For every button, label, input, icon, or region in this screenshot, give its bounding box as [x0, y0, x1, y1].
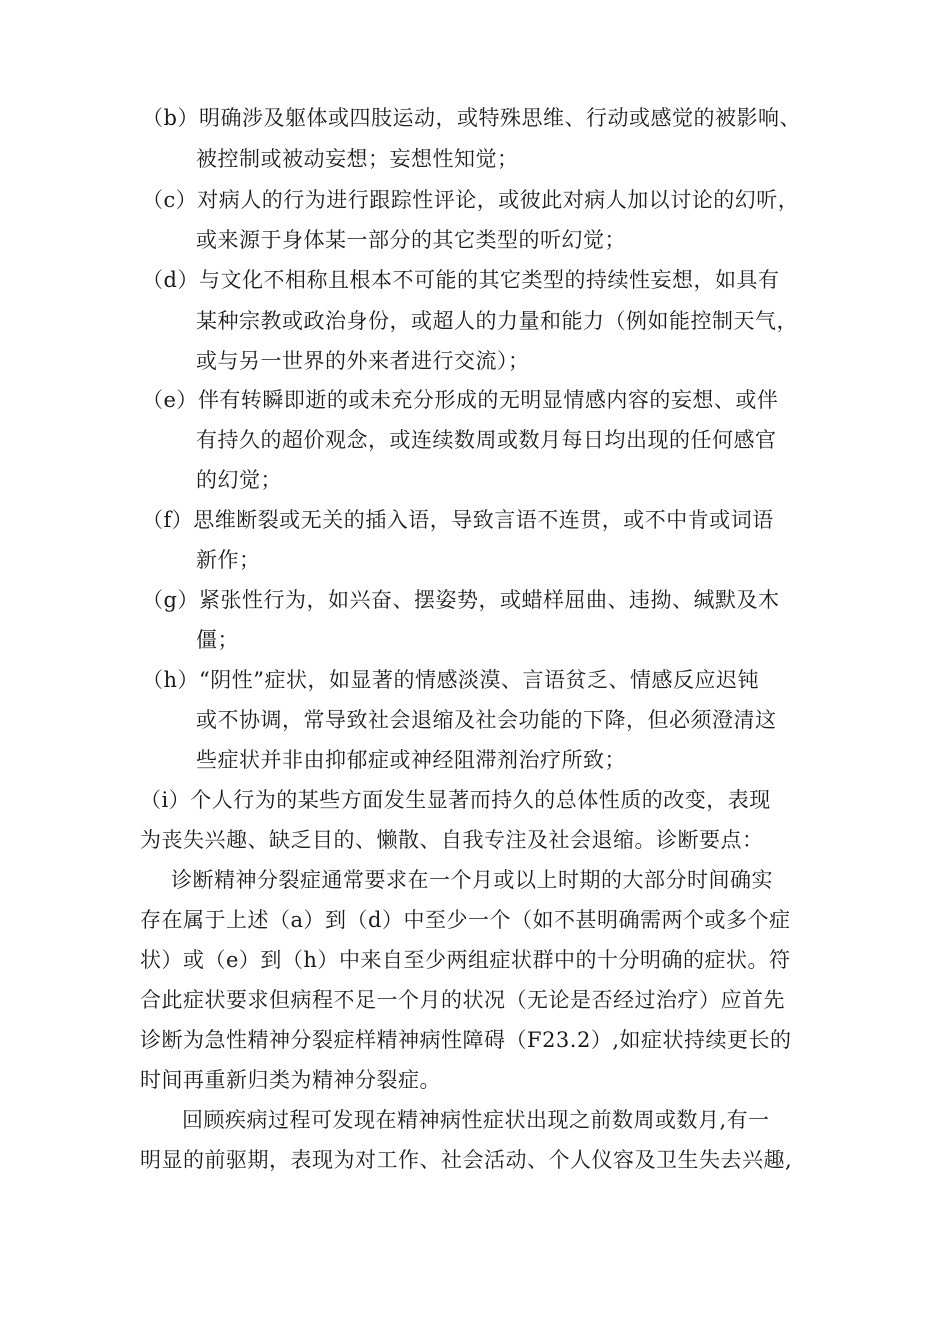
item-g-line-1 [142, 580, 779, 620]
item-b-line-2: 被控制或被动妄想；妄想性知觉； [196, 147, 519, 171]
item-e-line-2: 有持久的超价观念，或连续数周或数月每日均出现的任何感官 [196, 428, 777, 452]
item-c-line-2: 或来源于身体某一部分的其它类型的听幻觉； [196, 228, 626, 252]
item-text: “阴性”症状，如显著的情感淡漠、言语贫乏、情感反应迟钝 [199, 668, 760, 692]
item-text: 个人行为的某些方面发生显著而持久的总体性质的改变，表现 [190, 788, 771, 812]
item-d-line-1 [142, 260, 779, 300]
item-d-line-2: 某种宗教或政治身份，或超人的力量和能力（例如能控制天气， [196, 309, 798, 333]
item-h-line-3: 些症状并非由抑郁症或神经阻滞剂治疗所致； [196, 748, 626, 772]
item-g-line-2: 僵； [196, 628, 239, 652]
paragraph-1-line-3: 状）或（e）到（h）中来自至少两组症状群中的十分明确的症状。符 [140, 948, 791, 972]
item-e-line-3: 的幻觉； [196, 468, 282, 492]
paragraph-2-line-2: 明显的前驱期，表现为对工作、社会活动、个人仪容及卫生失去兴趣, [140, 1148, 793, 1172]
item-f-line-2: 新作； [196, 548, 261, 572]
item-h-line-1 [142, 660, 759, 700]
item-marker: （h） [142, 668, 200, 692]
item-text: 明确涉及躯体或四肢运动，或特殊思维、行动或感觉的被影响、 [198, 106, 801, 130]
item-text: 伴有转瞬即逝的或未充分形成的无明显情感内容的妄想、或伴 [197, 388, 779, 412]
item-text: 思维断裂或无关的插入语，导致言语不连贯，或不中肯或词语 [193, 508, 774, 532]
item-text: 与文化不相称且根本不可能的其它类型的持续性妄想，如具有 [198, 268, 780, 292]
item-marker: （g） [142, 588, 199, 612]
item-text: 紧张性行为，如兴奋、摆姿势，或蜡样屈曲、违拗、缄默及木 [198, 588, 780, 612]
item-marker: （c） [142, 188, 198, 212]
item-e-line-1 [142, 380, 778, 420]
paragraph-2-line-1: 回顾疾病过程可发现在精神病性症状出现之前数周或数月,有一 [182, 1108, 770, 1132]
item-marker: （d） [142, 268, 199, 292]
item-marker: （f） [142, 508, 194, 532]
paragraph-1-line-2: 存在属于上述（a）到（d）中至少一个（如不甚明确需两个或多个症 [140, 908, 791, 932]
item-marker: （i） [140, 788, 191, 812]
item-f-line-1 [142, 500, 774, 540]
item-i-line-2: 为丧失兴趣、缺乏目的、懒散、自我专注及社会退缩。诊断要点： [140, 828, 764, 852]
item-d-line-3: 或与另一世界的外来者进行交流）； [196, 349, 530, 373]
item-text: 对病人的行为进行跟踪性评论，或彼此对病人加以讨论的幻听， [197, 188, 800, 212]
item-b-line-1 [142, 98, 801, 138]
item-c-line-1 [142, 180, 799, 220]
paragraph-1-line-6: 时间再重新归类为精神分裂症。 [140, 1068, 441, 1092]
paragraph-1-line-1: 诊断精神分裂症通常要求在一个月或以上时期的大部分时间确实 [171, 868, 773, 892]
item-marker: （b） [142, 106, 199, 130]
paragraph-1-line-5: 诊断为急性精神分裂症样精神病性障碍（F23.2）,如症状持续更长的 [140, 1028, 792, 1052]
item-i-line-1 [140, 780, 771, 820]
item-h-line-2: 或不协调，常导致社会退缩及社会功能的下降，但必须澄清这 [196, 708, 777, 732]
paragraph-1-line-4: 合此症状要求但病程不足一个月的状况（无论是否经过治疗）应首先 [140, 988, 785, 1012]
item-marker: （e） [142, 388, 198, 412]
